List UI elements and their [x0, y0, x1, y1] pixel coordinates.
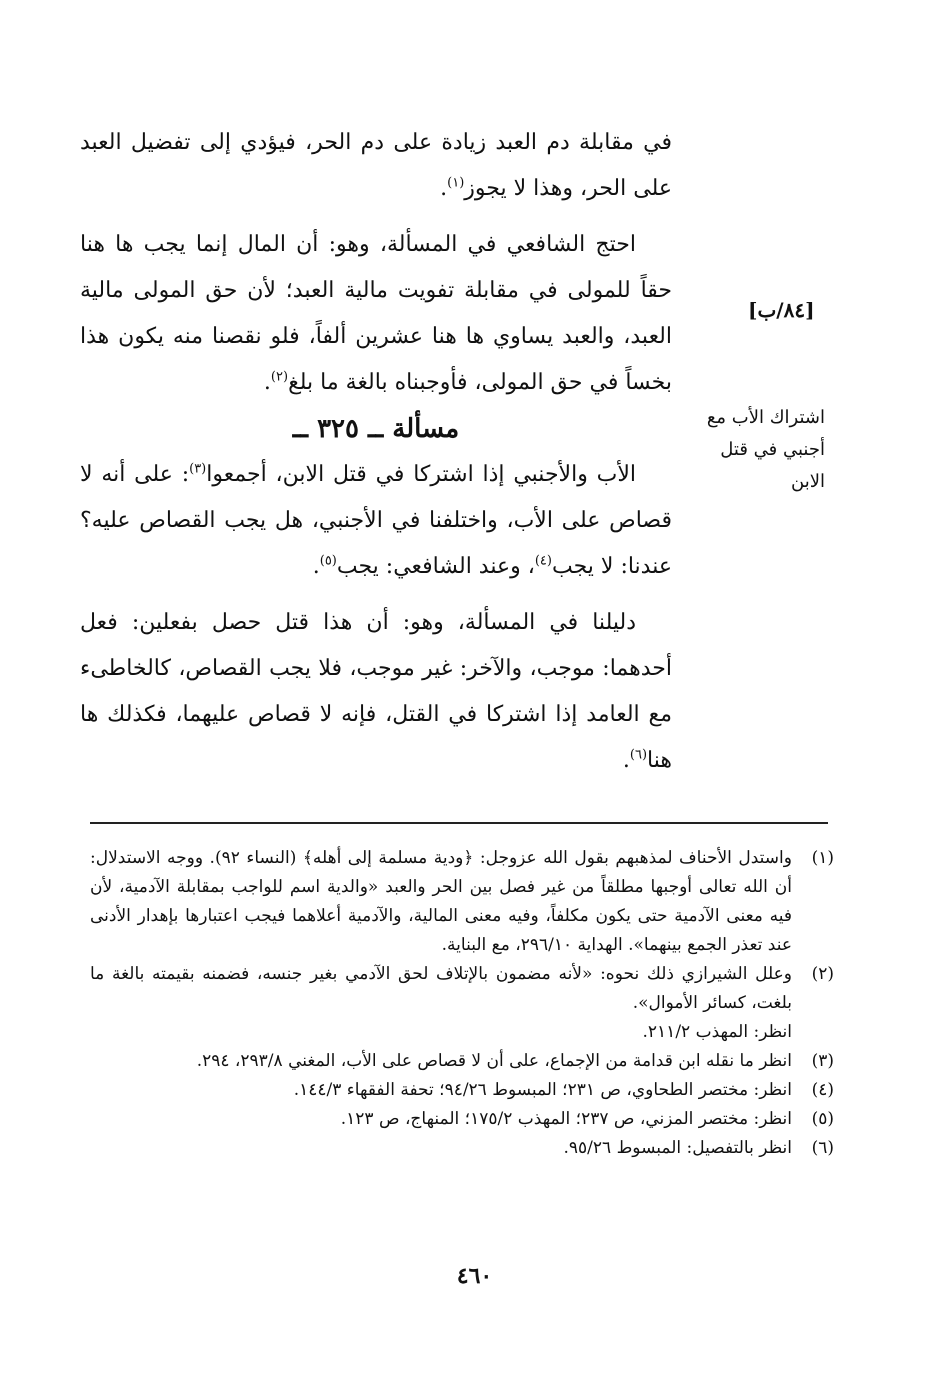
- paragraph-1: في مقابلة دم العبد زيادة على دم الحر، فيؤدي إلى تفضيل العبد على الحر، وهذا لا يجوز$^{(١)}$.: [80, 130, 672, 201]
- footnote-ref-5: (٥): [319, 553, 337, 569]
- paragraph-4: دليلنا في المسألة، وهو: أن هذا قتل حصل بفعلين: فعل أحدهما: موجب، والآخر: غير موجب، فلا يجب القصاص، كالخاطىء مع العامد إذا اشتركا في القتل، فإنه لا قصاص عليهما، فكذلك ها هنا$^{(٦)}$.: [80, 610, 672, 773]
- footnote-4: (٤) انظر: مختصر الطحاوي، ص ٢٣١؛ المبسوط ٩٤/٢٦؛ تحفة الفقهاء ١٤٤/٣.: [293, 1080, 834, 1100]
- footnote-5: (٥) انظر: مختصر المزني، ص ٢٣٧؛ المهذب ١٧٥/٢؛ المنهاج، ص ١٢٣.: [340, 1109, 834, 1129]
- paragraph-3: الأب والأجنبي إذا اشتركا في قتل الابن، أجمعوا$^{(٣)}$: على أنه لا قصاص على الأب، واختلفنا في الأجنبي، هل يجب القصاص عليه؟ عندنا: لا يجب$^{(٤)}$، وعند الشافعي: يجب$^{(٥)}$.: [80, 461, 673, 579]
- footnote-2: (٢) وعلل الشيرازي ذلك نحوه: «لأنه مضمون بالإتلاف لحق الآدمي بغير جنسه، فضمنه بقيمته بالغة ما بلغت، كسائر الأموال».: [90, 964, 834, 1013]
- page-number: ٤٦٠: [456, 1263, 493, 1289]
- main-text-block: [80, 120, 672, 784]
- footnote-1: (١) واستدل الأحناف لمذهبهم بقول الله عزوجل: ﴿ودية مسلمة إلى أهله﴾ (النساء ٩٢). ووجه الاستدلال: أن الله تعالى أوجبها مطلقاً من غير فصل بين الحر والعبد «والدية اسم للواجب بمقابلة الآدمية، لأن فيه معنى الآدمية حتى يكون مكلفاً، وفيه معنى المالية، والآدمية أعلاهما فيجب اعتبارها بإهدار الأدنى عند تعذر الجمع بينهما». الهداية ٢٩٦/١٠، مع البناية.: [90, 848, 834, 955]
- paragraph-2: احتج الشافعي في المسألة، وهو: أن المال إنما يجب ها هنا حقاً للمولى في مقابلة تفويت مالية العبد؛ لأن حق المولى مالية العبد، والعبد يساوي ها هنا عشرين ألفاً، فلو نقصنا منه يكون هذا بخساً في حق المولى، فأوجبناه بالغة ما بلغ$^{(٢)}$.: [80, 232, 672, 395]
- footnote-ref-4: (٤): [534, 553, 552, 569]
- footnote-divider: [90, 822, 828, 824]
- footnote-ref-3: (٣): [189, 461, 207, 477]
- footnote-ref-2: (٢): [270, 369, 289, 385]
- footnote-2-continued: انظر: المهذب ٢١١/٢.: [642, 1022, 792, 1042]
- footnote-ref-6: (٦): [629, 747, 648, 763]
- footnote-6: (٦) انظر بالتفصيل: المبسوط ٩٥/٢٦.: [563, 1138, 834, 1158]
- side-heading: اشتراك الأب مع أجنبي في قتل الابن: [706, 407, 825, 492]
- footnote-ref-1: (١): [447, 175, 465, 191]
- manuscript-folio-ref: [٨٤/ب]: [748, 298, 815, 322]
- footnote-3: (٣) انظر ما نقله ابن قدامة من الإجماع، على أن لا قصاص على الأب، المغني ٢٩٣/٨، ٢٩٤.: [196, 1051, 834, 1071]
- masala-heading: مسألة ــ ٣٢٥ ــ: [292, 414, 460, 444]
- footnotes: [90, 844, 834, 1163]
